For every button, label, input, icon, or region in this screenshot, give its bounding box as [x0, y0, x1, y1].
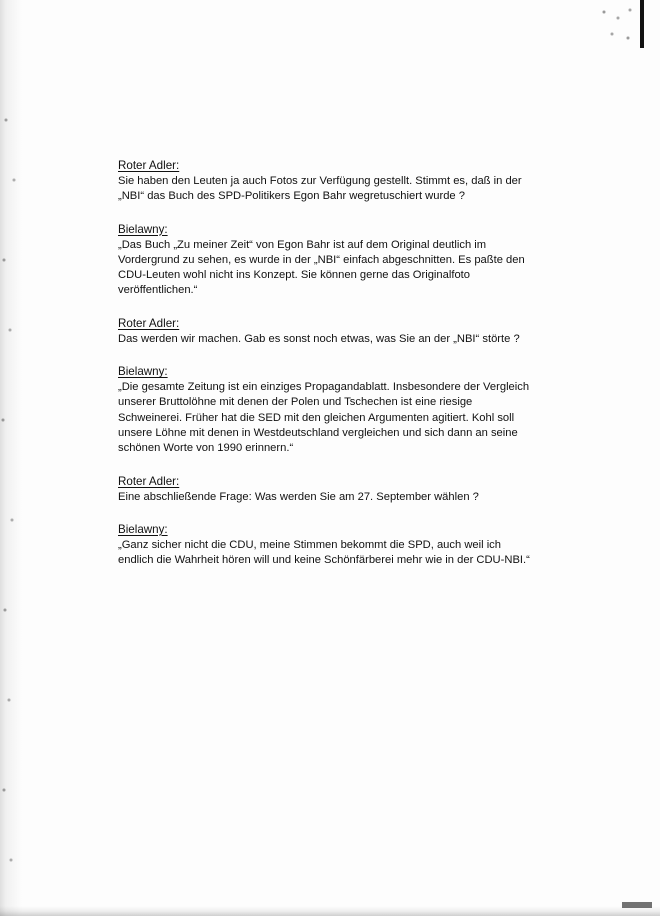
- speaker-label: Roter Adler:: [118, 474, 180, 488]
- speaker-label: Bielawny:: [118, 365, 168, 379]
- interview-transcript: [118, 156, 538, 583]
- statement-text: „Die gesamte Zeitung ist ein einziges Propagandablatt. Insbesondere der Vergleich unserer Bruttolöhne mit denen der Polen und Tschechen ist eine riesige Schweinerei. Früher hat die SED mit den gleichen Argumenten agitiert. Kohl soll unsere Löhne mit denen in Westdeutschland vergleichen und sich dann an seine schönen Worte von 1990 erinnern.“: [118, 381, 530, 455]
- scan-shadow-bottom-edge: [0, 906, 660, 916]
- speaker-label: Roter Adler:: [118, 316, 180, 330]
- statement-text: Sie haben den Leuten ja auch Fotos zur Verfügung gestellt. Stimmt es, daß in der „NBI“ das Buch des SPD-Politikers Egon Bahr wegretuschiert wurde ?: [118, 175, 522, 203]
- scan-mark-top-right: [640, 0, 644, 48]
- interview-block-answer: [118, 520, 538, 569]
- interview-block-question: [118, 472, 538, 505]
- statement-text: Das werden wir machen. Gab es sonst noch etwas, was Sie an der „NBI“ störte ?: [118, 332, 520, 345]
- speaker-label: Bielawny:: [118, 522, 168, 536]
- statement-text: „Ganz sicher nicht die CDU, meine Stimmen bekommt die SPD, auch weil ich endlich die Wahrheit hören will und keine Schönfärberei mehr wie in der CDU-NBI.“: [118, 538, 530, 567]
- scan-mark-bottom-right: [622, 902, 652, 908]
- scan-speckle-top-right: [598, 4, 638, 44]
- scan-noise-left-edge: [0, 0, 28, 916]
- interview-block-question: [118, 314, 538, 347]
- statement-text: Eine abschließende Frage: Was werden Sie am 27. September wählen ?: [118, 490, 479, 503]
- interview-block-answer: [118, 220, 538, 299]
- speaker-label: Bielawny:: [118, 222, 168, 236]
- interview-block-answer: [118, 362, 538, 456]
- speaker-label: Roter Adler:: [118, 159, 180, 172]
- statement-text: „Das Buch „Zu meiner Zeit“ von Egon Bahr ist auf dem Original deutlich im Vordergrund zu sehen, es wurde in der „NBI“ einfach abgeschnitten. Es paßte den CDU-Leuten wohl nicht ins Konzept. Sie können gerne das Originalfoto veröffentlichen.“: [118, 238, 525, 297]
- interview-block-question: [118, 156, 538, 205]
